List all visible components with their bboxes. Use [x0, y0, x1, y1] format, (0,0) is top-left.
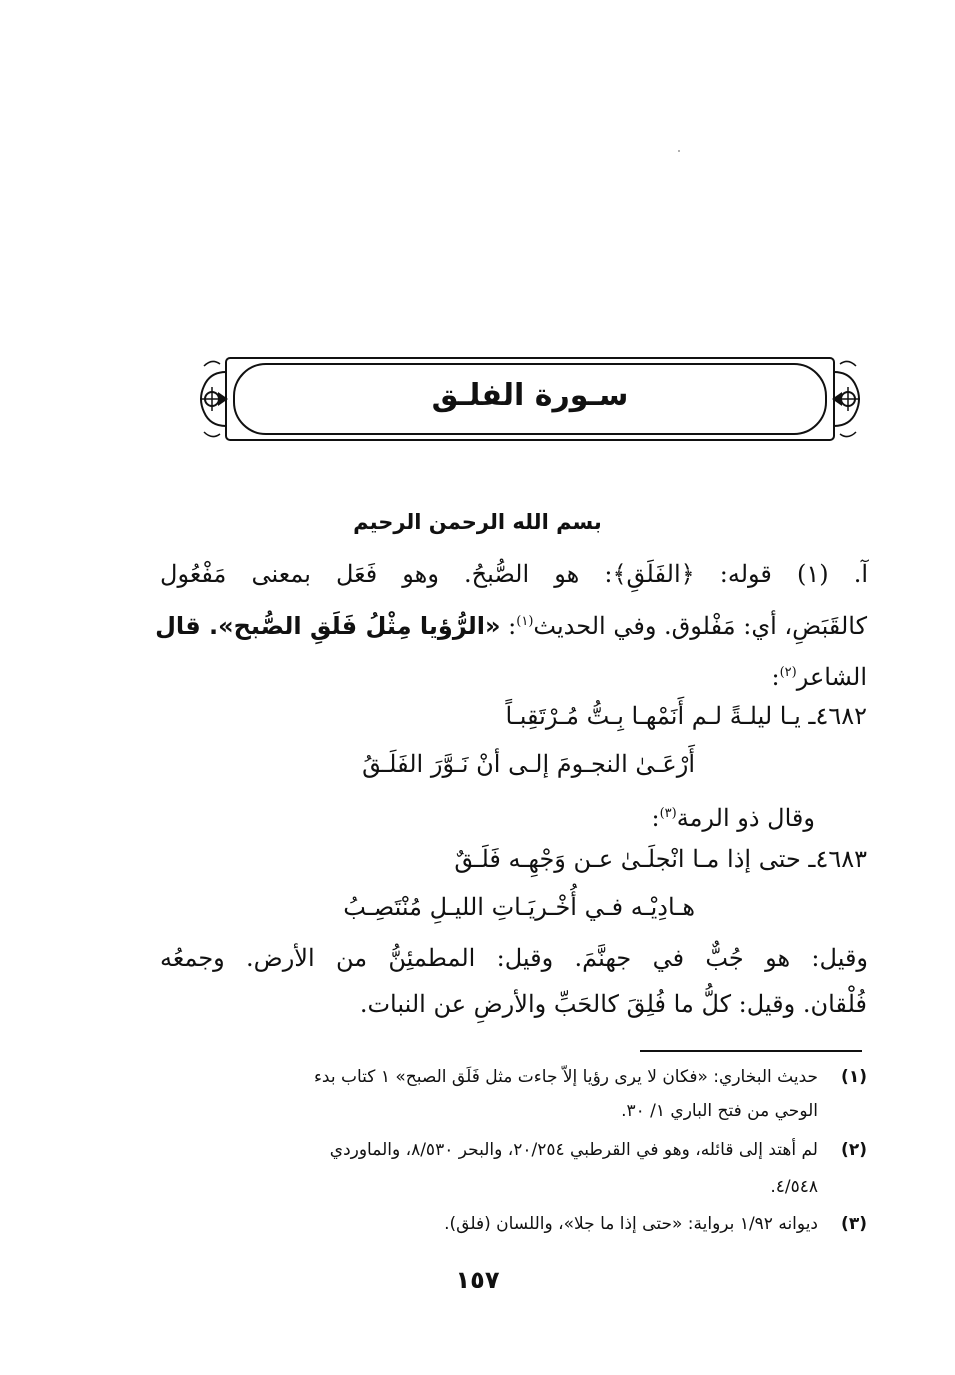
hadith-quote: «الرُّؤيا مِثْلُ فَلَقِ الصُّبح». قال [155, 612, 501, 640]
dhu-rumma-text: وقال ذو الرمة [676, 804, 815, 832]
page-number: ١٥٧ [455, 1266, 500, 1294]
paper-speck [678, 150, 680, 152]
footnote-2-line-1: لم أهتد إلى قائله، وهو في القرطبي ٢٠/٢٥٤، والبحر ٨/٥٣٠، والماوردي [329, 1140, 818, 1160]
body-line-1: آ. (١) قوله: ﴿الفَلَقِ﴾: هو الصُّبحُ. وهو فَعَل بمعنى مَفْعُول [160, 560, 868, 588]
footnote-1-line-1: حديث البخاري: «فكان لا يرى رؤيا إلاّ جاءت مثل فَلَق الصبح» ١ كتاب بدء [313, 1067, 818, 1087]
footnote-1-number: (١) [841, 1067, 867, 1087]
footnote-ref-2[interactable]: (٢) [779, 665, 797, 680]
verse-4682-second-hemistich: أَرْعَـىٰ النجـومَ إلـى أنْ نَـوَّرَ الفَلَـقُ [362, 750, 695, 778]
body-line-meanings: وقيل: هو جُبٌّ في جهنَّمَ. وقيل: المطمئِنُّ من الأرض. وجمعُه [160, 944, 868, 972]
body-line-2: كالقَبَضِ، أي: مَفْلوق. وفي الحديث$^{(١)}$: «الرُّؤيا مِثْلُ فَلَقِ الصُّبح». قال [155, 612, 867, 640]
body-line-2-text: كالقَبَضِ، أي: مَفْلوق. وفي الحديث [533, 612, 867, 640]
surah-title: سـورة الفلـق [431, 378, 629, 413]
footnote-ref-3[interactable]: (٣) [659, 806, 677, 821]
verse-4683-first-hemistich: ٤٦٨٣ـ حتى إذا مـا انْجلَـىٰ عـن وَجْهِـه فَلَـقٌ [454, 845, 867, 873]
body-line-3-text: الشاعر [796, 663, 867, 691]
footnote-1-line-2: الوحي من فتح الباري ١/ ٣٠. [621, 1101, 818, 1121]
body-line-last: فُلْقان. وقيل: كلُّ ما فُلِقَ كالحَبِّ والأرضِ عن النبات. [359, 990, 867, 1018]
footnote-3-line-1: ديوانه ١/٩٢ برواية: «حتى إذا ما جلا»، واللسان (فلق). [444, 1214, 818, 1234]
body-line-poet-dhu-rumma: وقال ذو الرمة$^{(٣)}$: [651, 804, 815, 832]
footnote-ref-1[interactable]: (١) [516, 614, 534, 629]
surah-title-frame [190, 352, 870, 446]
verse-4683-second-hemistich: هـادِيْـه فـي أُخْـريَـاتِ الليـلِ مُنْتَصِـبُ [343, 893, 695, 921]
basmala: بسم الله الرحمن الرحيم [353, 510, 602, 534]
footnote-2-number: (٢) [841, 1140, 867, 1160]
footnote-separator [640, 1050, 862, 1052]
body-line-3: الشاعر$^{(٢)}$: [771, 663, 867, 691]
verse-4682-first-hemistich: ٤٦٨٢ـ يـا ليلـةً لـم أَنَمْهـا بِـتُّ مُـرْتَقِبـاً [505, 702, 867, 730]
footnote-3-number: (٣) [841, 1214, 867, 1234]
footnote-2-line-2: ٤/٥٤٨. [770, 1177, 818, 1197]
